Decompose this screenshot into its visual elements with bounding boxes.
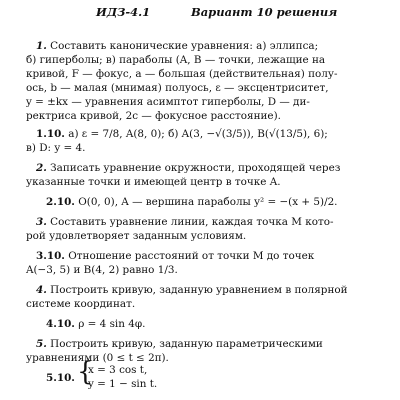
task-1-line-3: кривой, F — фокус, a — большая (действительная) полу- <box>26 68 338 80</box>
doc-id: ИДЗ-4.1 <box>96 5 151 19</box>
task-4-line-1: 4. Построить кривую, заданную уравнением в полярной <box>36 284 348 296</box>
task-1-line-1: 1. Составить канонические уравнения: а) эллипса; <box>36 40 319 52</box>
task-1-line-4: ось, b — малая (мнимая) полуось, ε — эксцентриситет, <box>26 82 329 94</box>
task-2-line-1: 2. Записать уравнение окружности, проходящей через <box>36 162 341 174</box>
answer-5-eq-1: x = 3 cos t, <box>88 364 148 376</box>
answer-1-line-2: в) D: y = 4. <box>26 142 86 154</box>
system-brace: { <box>77 357 94 387</box>
variant-title: Вариант 10 решения <box>191 5 338 19</box>
task-3-line-1: 3. Составить уравнение линии, каждая точка M кото- <box>36 216 334 228</box>
answer-1-line-1: 1.10. а) ε = 7/8, A(8, 0); б) A(3, −√(3/5)), B(√(13/5), 6); <box>36 128 328 140</box>
answer-5-num: 5.10. <box>46 372 75 384</box>
answer-4: 4.10. ρ = 4 sin 4φ. <box>46 318 146 330</box>
task-1-line-5: y = ±kx — уравнения асимптот гиперболы, D — ди- <box>26 96 310 108</box>
answer-5-eq-2: y = 1 − sin t. <box>88 378 158 390</box>
task-4-line-2: системе координат. <box>26 298 136 310</box>
task-1-line-6: ректриса кривой, 2c — фокусное расстояние). <box>26 110 281 122</box>
answer-3-line-1: 3.10. Отношение расстояний от точки M до точек <box>36 250 315 262</box>
answer-2: 2.10. O(0, 0), A — вершина параболы y² = −(x + 5)/2. <box>46 196 338 208</box>
task-3-line-2: рой удовлетворяет заданным условиям. <box>26 230 247 242</box>
answer-3-line-2: A(−3, 5) и B(4, 2) равно 1/3. <box>26 264 178 276</box>
task-5-line-2: уравнениями (0 ≤ t ≤ 2π). <box>26 352 169 364</box>
task-1-line-2: б) гиперболы; в) параболы (A, B — точки, лежащие на <box>26 54 326 66</box>
task-2-line-2: указанные точки и имеющей центр в точке A. <box>26 176 281 188</box>
task-5-line-1: 5. Построить кривую, заданную параметрическими <box>36 338 323 350</box>
